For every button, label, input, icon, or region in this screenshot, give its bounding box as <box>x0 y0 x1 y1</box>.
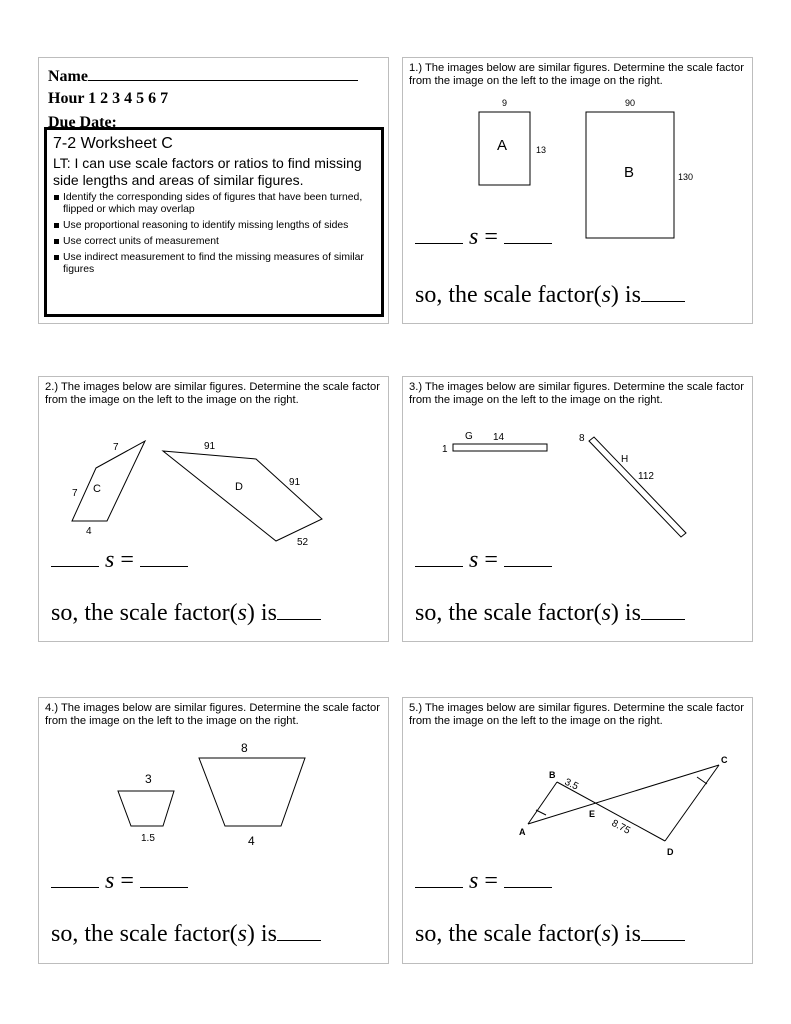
worksheet-title: 7-2 Worksheet C <box>53 135 173 152</box>
tick-mark-ab <box>536 810 546 815</box>
segment-cd <box>665 765 719 841</box>
label-c-top: 7 <box>113 442 119 453</box>
rectangle-h <box>589 437 686 537</box>
hour-label: Hour 1 2 3 4 5 6 7 <box>48 90 169 107</box>
answer-blank-right[interactable] <box>140 548 188 567</box>
label-point-e: E <box>589 809 596 819</box>
scale-factor-statement: so, the scale factor(s) is <box>415 282 685 309</box>
problem-1-panel <box>402 57 753 324</box>
problem-4-panel <box>38 697 389 964</box>
problem-3-panel <box>402 376 753 642</box>
objective-item: Use correct units of measurement <box>53 236 375 248</box>
objective-item: Use indirect measurement to find the missing measures of similar figures <box>53 252 375 276</box>
label-a-top: 9 <box>502 98 508 108</box>
rectangle-g <box>453 444 547 451</box>
label-point-d: D <box>667 847 674 857</box>
label-g-long: 14 <box>493 432 505 443</box>
label-a-side: 13 <box>536 145 547 155</box>
learning-target-box <box>44 127 384 317</box>
problem-prompt: 5.) The images below are similar figures. Determine the scale factor from the image on the left to the image on the right. <box>409 702 744 727</box>
label-point-b: B <box>549 770 556 780</box>
label-d-name: D <box>235 481 243 493</box>
label-g-short: 1 <box>442 444 448 455</box>
trapezoid-small <box>118 791 174 826</box>
label-big-bottom: 4 <box>248 834 255 848</box>
label-c-bottom: 4 <box>86 526 92 537</box>
scale-equation: s = <box>415 868 552 895</box>
scale-factor-blank[interactable] <box>277 922 321 941</box>
answer-blank-left[interactable] <box>51 548 99 567</box>
scale-equation: s = <box>51 868 188 895</box>
label-point-c: C <box>721 755 728 765</box>
label-big-top: 8 <box>241 741 248 755</box>
scale-factor-statement: so, the scale factor(s) is <box>51 600 321 627</box>
label-d-top: 91 <box>204 441 216 452</box>
trapezoid-big <box>199 758 305 826</box>
problem-prompt: 4.) The images below are similar figures. Determine the scale factor from the image on the left to the image on the right. <box>45 702 380 727</box>
name-field[interactable] <box>88 66 358 81</box>
problem-prompt: 3.) The images below are similar figures. Determine the scale factor from the image on the left to the image on the right. <box>409 381 744 406</box>
label-ed: 8.75 <box>609 817 632 837</box>
answer-blank-left[interactable] <box>51 869 99 888</box>
label-be: 3.5 <box>562 776 580 793</box>
answer-blank-left[interactable] <box>415 225 463 244</box>
label-small-top: 3 <box>145 772 152 786</box>
scale-equation: s = <box>51 547 188 574</box>
objective-list <box>53 192 375 276</box>
answer-blank-right[interactable] <box>504 548 552 567</box>
label-g-name: G <box>465 431 473 442</box>
answer-blank-left[interactable] <box>415 548 463 567</box>
scale-factor-blank[interactable] <box>641 601 685 620</box>
label-b-side: 130 <box>678 172 694 182</box>
label-b-name: B <box>624 164 635 181</box>
problem-2-panel <box>38 376 389 642</box>
label-h-short: 8 <box>579 433 585 444</box>
problem-1-figure <box>403 96 752 296</box>
label-a-name: A <box>497 137 508 154</box>
student-info <box>48 66 358 134</box>
problem-prompt: 1.) The images below are similar figures. Determine the scale factor from the image on the left to the image on the right. <box>409 62 744 87</box>
scale-factor-blank[interactable] <box>277 601 321 620</box>
scale-factor-statement: so, the scale factor(s) is <box>415 600 685 627</box>
name-label: Name <box>48 68 88 85</box>
label-small-bottom: 1.5 <box>141 833 155 844</box>
due-date-label: Due Date: <box>48 114 117 131</box>
objective-item: Use proportional reasoning to identify missing lengths of sides <box>53 220 375 232</box>
answer-blank-left[interactable] <box>415 869 463 888</box>
segment-ab <box>528 782 557 824</box>
scale-factor-blank[interactable] <box>641 283 685 302</box>
answer-blank-right[interactable] <box>504 225 552 244</box>
problem-5-panel <box>402 697 753 964</box>
objective-item: Identify the corresponding sides of figures that have been turned, flipped or which may overlap <box>53 192 375 216</box>
learning-target-text: LT: I can use scale factors or ratios to find missing side lengths and areas of similar figures. <box>53 155 362 188</box>
label-b-top: 90 <box>625 98 636 108</box>
answer-blank-right[interactable] <box>504 869 552 888</box>
label-point-a: A <box>519 827 526 837</box>
scale-equation: s = <box>415 224 552 251</box>
answer-blank-right[interactable] <box>140 869 188 888</box>
problem-prompt: 2.) The images below are similar figures. Determine the scale factor from the image on the left to the image on the right. <box>45 381 380 406</box>
label-h-name: H <box>621 454 629 465</box>
label-c-left: 7 <box>72 488 78 499</box>
label-h-long: 112 <box>638 471 654 482</box>
tick-mark-cd <box>697 777 707 784</box>
label-d-right: 91 <box>289 477 301 488</box>
quadrilateral-d <box>163 451 322 541</box>
scale-equation: s = <box>415 547 552 574</box>
scale-factor-statement: so, the scale factor(s) is <box>415 921 685 948</box>
scale-factor-statement: so, the scale factor(s) is <box>51 921 321 948</box>
label-d-bottom: 52 <box>297 537 309 548</box>
label-c-name: C <box>93 483 101 495</box>
segment-ac <box>528 765 719 824</box>
quadrilateral-c <box>72 441 145 521</box>
scale-factor-blank[interactable] <box>641 922 685 941</box>
